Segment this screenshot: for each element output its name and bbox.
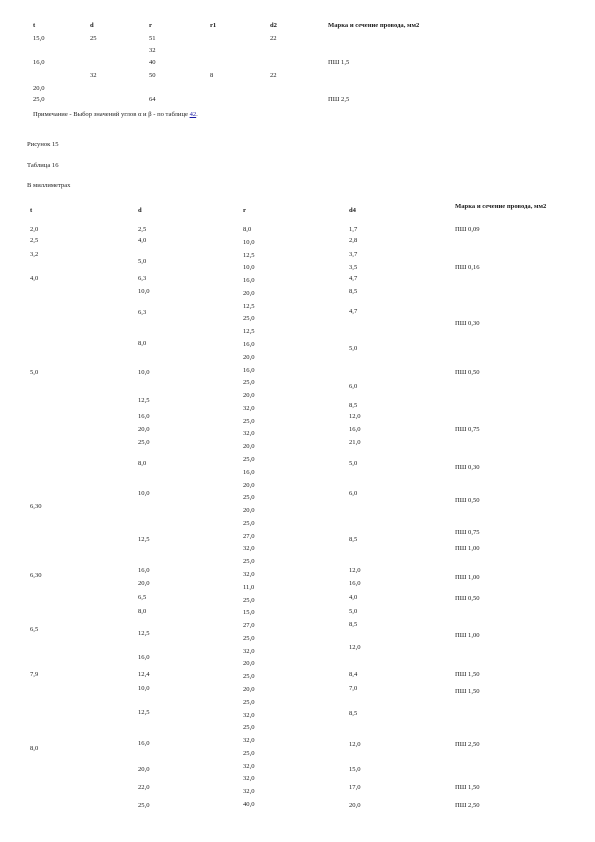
main-table-cell-d4: 2,8 [349,237,358,244]
main-table-header: d [138,207,142,214]
main-table-cell-r: 20,0 [243,354,255,361]
main-table-cell-wire: ПШ 0,09 [455,226,480,233]
main-table-cell-d4: 12,0 [349,567,361,574]
main-table-header: d4 [349,207,356,214]
main-table-cell-t: 2,5 [30,237,39,244]
main-table-cell-t: 6,5 [30,626,39,633]
main-table-cell-d4: 4,7 [349,308,358,315]
main-table-cell-r: 15,0 [243,609,255,616]
top-table-cell: 32 [90,72,97,79]
main-table-cell-wire: ПШ 0,30 [455,320,480,327]
main-table-cell-r: 20,0 [243,507,255,514]
main-table-cell-d4: 12,0 [349,413,361,420]
main-table-cell-wire: ПШ 0,75 [455,529,480,536]
main-table-cell-r: 32,0 [243,545,255,552]
table-caption: Таблица 16 [27,162,59,169]
main-table-cell-r: 20,0 [243,290,255,297]
top-table-cell: 40 [149,59,156,66]
main-table-cell-d: 8,0 [138,340,147,347]
main-table-cell-wire: ПШ 2,50 [455,741,480,748]
main-table-cell-d: 20,0 [138,426,150,433]
main-table-cell-r: 25,0 [243,456,255,463]
top-table-cell: 22 [270,35,277,42]
main-table-cell-d4: 7,0 [349,685,358,692]
main-table-cell-r: 16,0 [243,277,255,284]
main-table-cell-r: 25,0 [243,418,255,425]
top-table-cell: 8 [210,72,214,79]
main-table-header: t [30,207,33,214]
main-table-cell-r: 25,0 [243,673,255,680]
top-table-cell: 32 [149,47,156,54]
main-table-cell-d: 12,5 [138,397,150,404]
top-table-header: d2 [270,22,277,29]
main-table-cell-d4: 12,0 [349,741,361,748]
main-table-cell-r: 25,0 [243,635,255,642]
main-table-cell-r: 20,0 [243,660,255,667]
main-table-cell-r: 40,0 [243,801,255,808]
main-table-cell-wire: ПШ 0,50 [455,595,480,602]
main-table-cell-d4: 16,0 [349,580,361,587]
main-table-cell-d: 8,0 [138,460,147,467]
main-table-cell-r: 20,0 [243,482,255,489]
main-table-cell-r: 25,0 [243,494,255,501]
main-table-cell-r: 11,0 [243,584,255,591]
main-table-cell-d: 10,0 [138,369,150,376]
main-table-cell-r: 8,0 [243,226,252,233]
main-table-cell-d4: 5,0 [349,460,358,467]
main-table-cell-r: 27,0 [243,533,255,540]
main-table-cell-d: 25,0 [138,439,150,446]
main-table-cell-r: 32,0 [243,712,255,719]
top-table-header: t [33,22,36,29]
note-tail: . [196,111,198,118]
table-note [33,112,198,119]
main-table-cell-d: 16,0 [138,740,150,747]
figure-caption: Рисунок 15 [27,141,59,148]
top-table-cell: 25 [90,35,97,42]
top-table-header: d [90,22,94,29]
main-table-cell-d4: 15,0 [349,766,361,773]
main-table-cell-d: 16,0 [138,654,150,661]
main-table-cell-r: 16,0 [243,469,255,476]
main-table-cell-d: 5,0 [138,258,147,265]
main-table-cell-r: 12,5 [243,252,255,259]
top-table-header: r1 [210,22,217,29]
top-table-header: Марка и сечение провода, мм2 [328,22,420,29]
main-table-cell-r: 20,0 [243,392,255,399]
main-table-cell-r: 25,0 [243,597,255,604]
main-table-cell-t: 5,0 [30,369,39,376]
main-table-cell-d: 25,0 [138,802,150,809]
main-table-cell-wire: ПШ 0,50 [455,497,480,504]
main-table-cell-wire: ПШ 1,50 [455,784,480,791]
main-table-cell-d: 2,5 [138,226,147,233]
main-table-cell-d4: 4,7 [349,275,358,282]
main-table-cell-wire: ПШ 1,50 [455,671,480,678]
main-table-cell-r: 27,0 [243,622,255,629]
main-table-cell-t: 8,0 [30,745,39,752]
top-table-cell: 25,0 [33,96,45,103]
main-table-cell-r: 25,0 [243,699,255,706]
main-table-cell-d4: 8,5 [349,402,358,409]
main-table-cell-d: 6,5 [138,594,147,601]
main-table-cell-d4: 20,0 [349,802,361,809]
main-table-cell-wire: ПШ 0,75 [455,426,480,433]
main-table-cell-d4: 5,0 [349,345,358,352]
main-table-cell-wire: ПШ 0,50 [455,369,480,376]
main-table-cell-d4: 6,0 [349,490,358,497]
top-table-cell: 20,0 [33,85,45,92]
top-table-cell: 64 [149,96,156,103]
top-table-cell: 51 [149,35,156,42]
main-table-cell-d: 16,0 [138,567,150,574]
main-table-cell-wire: ПШ 2,50 [455,802,480,809]
units-caption: В миллиметрах [27,182,71,189]
top-table-header: r [149,22,152,29]
main-table-cell-d4: 3,5 [349,264,358,271]
main-table-cell-d: 8,0 [138,608,147,615]
main-table-cell-r: 12,5 [243,328,255,335]
top-table-cell: ПШ 1,5 [328,59,350,66]
top-table-cell: 22 [270,72,277,79]
main-table-cell-d4: 1,7 [349,226,358,233]
main-table-cell-t: 3,2 [30,251,39,258]
main-table-cell-r: 10,0 [243,264,255,271]
main-table-cell-r: 12,5 [243,303,255,310]
main-table-cell-d4: 16,0 [349,426,361,433]
main-table-cell-d4: 21,0 [349,439,361,446]
main-table-header: r [243,207,246,214]
main-table-cell-d: 10,0 [138,685,150,692]
main-table-cell-d: 6,3 [138,309,147,316]
main-table-cell-r: 32,0 [243,571,255,578]
main-table-cell-d: 10,0 [138,288,150,295]
main-table-cell-d: 12,5 [138,630,150,637]
main-table-cell-r: 16,0 [243,367,255,374]
main-table-cell-r: 10,0 [243,239,255,246]
main-table-cell-wire: ПШ 1,00 [455,574,480,581]
main-table-cell-wire: ПШ 0,30 [455,464,480,471]
main-table-cell-d: 20,0 [138,580,150,587]
main-table-cell-wire: ПШ 1,00 [455,632,480,639]
main-table-header: Марка и сечение провода, мм2 [455,203,547,210]
main-table-cell-r: 25,0 [243,724,255,731]
main-table-cell-wire: ПШ 1,50 [455,688,480,695]
main-table-cell-t: 7,9 [30,671,39,678]
main-table-cell-r: 25,0 [243,379,255,386]
main-table-cell-d4: 5,0 [349,608,358,615]
main-table-cell-t: 4,0 [30,275,39,282]
main-table-cell-r: 32,0 [243,648,255,655]
main-table-cell-d: 4,0 [138,237,147,244]
top-table-cell: ПШ 2,5 [328,96,350,103]
main-table-cell-r: 32,0 [243,775,255,782]
note-text: Примечание - Выбор значений углов α и β - по таблице [33,111,190,118]
top-table-cell: 16,0 [33,59,45,66]
main-table-cell-d4: 12,0 [349,644,361,651]
main-table-cell-d: 22,0 [138,784,150,791]
main-table-cell-r: 16,0 [243,341,255,348]
main-table-cell-r: 32,0 [243,430,255,437]
main-table-cell-d4: 8,5 [349,288,358,295]
main-table-cell-t: 6,30 [30,572,42,579]
table-42-link[interactable]: 42 [189,111,197,118]
main-table-cell-r: 25,0 [243,315,255,322]
main-table-cell-r: 25,0 [243,558,255,565]
main-table-cell-r: 32,0 [243,405,255,412]
top-table-cell: 50 [149,72,156,79]
main-table-cell-d4: 6,0 [349,383,358,390]
main-table-cell-r: 25,0 [243,520,255,527]
main-table-cell-d4: 3,7 [349,251,358,258]
main-table-cell-d4: 8,5 [349,536,358,543]
main-table-cell-r: 32,0 [243,737,255,744]
main-table-cell-d: 10,0 [138,490,150,497]
main-table-cell-wire: ПШ 1,00 [455,545,480,552]
main-table-cell-t: 2,0 [30,226,39,233]
main-table-cell-r: 32,0 [243,763,255,770]
main-table-cell-r: 32,0 [243,788,255,795]
main-table-cell-d: 6,3 [138,275,147,282]
main-table-cell-r: 20,0 [243,686,255,693]
main-table-cell-d4: 8,4 [349,671,358,678]
main-table-cell-wire: ПШ 0,16 [455,264,480,271]
main-table-cell-r: 25,0 [243,750,255,757]
top-table-cell: 15,0 [33,35,45,42]
main-table-cell-r: 20,0 [243,443,255,450]
main-table-cell-d4: 4,0 [349,594,358,601]
main-table-cell-d4: 8,5 [349,710,358,717]
main-table-cell-d: 20,0 [138,766,150,773]
main-table-cell-d4: 8,5 [349,621,358,628]
main-table-cell-d: 12,4 [138,671,150,678]
main-table-cell-d: 12,5 [138,536,150,543]
main-table-cell-t: 6,30 [30,503,42,510]
main-table-cell-d: 16,0 [138,413,150,420]
main-table-cell-d: 12,5 [138,709,150,716]
main-table-cell-d4: 17,0 [349,784,361,791]
